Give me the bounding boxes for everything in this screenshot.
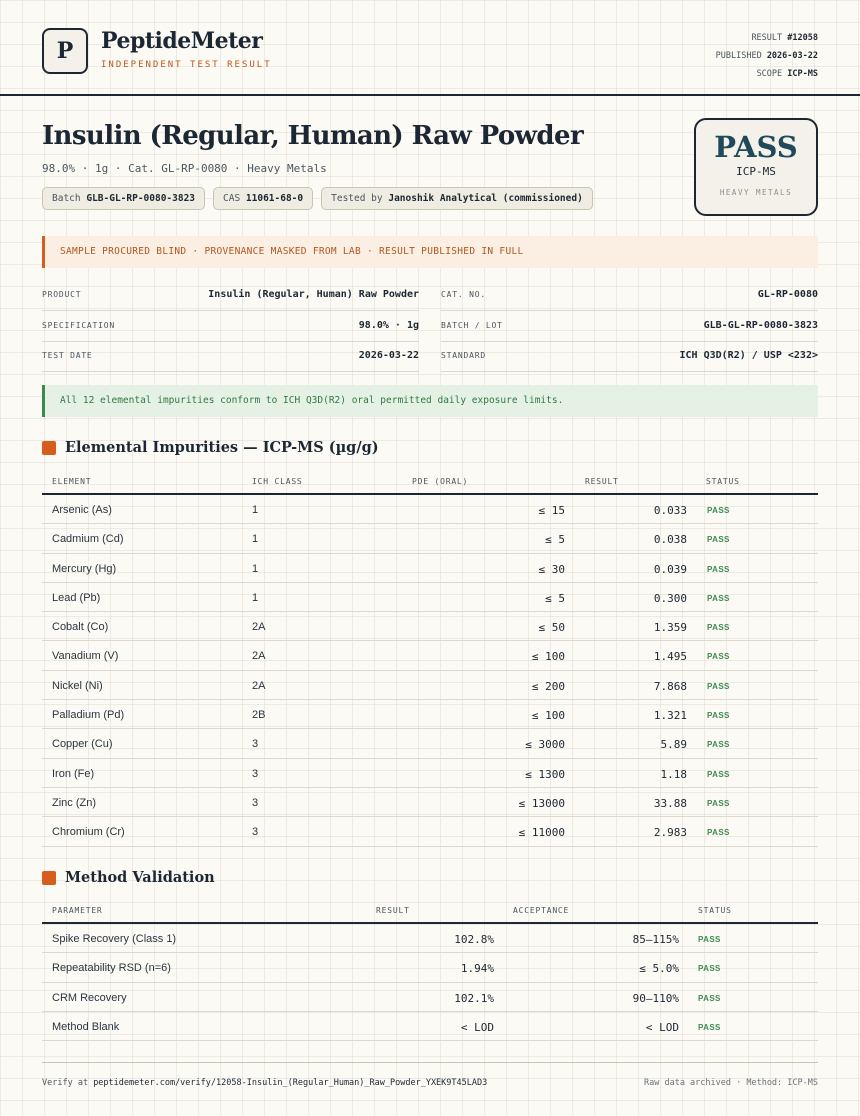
info-test-date: TEST DATE 2026-03-22: [42, 342, 419, 372]
element-name: Copper (Cu): [52, 738, 113, 751]
verdict-word: PASS: [714, 130, 798, 164]
result-value: 33.88: [653, 796, 687, 810]
table-row: [42, 759, 818, 788]
pde-limit: ≤ 200: [531, 679, 565, 693]
conformance-notice: All 12 elemental impurities conform to ICH Q3D(R2) oral permitted daily exposure limits.: [42, 385, 818, 417]
ich-class: 2B: [252, 709, 266, 722]
status-badge: PASS: [707, 681, 730, 691]
ich-class: 3: [252, 826, 259, 839]
verdict-scope: HEAVY METALS: [719, 188, 793, 197]
status-badge: PASS: [698, 993, 721, 1003]
validation-table: [42, 896, 818, 1041]
cas-chip: CAS 11061-68-0: [213, 187, 313, 210]
parameter-name: Spike Recovery (Class 1): [52, 933, 177, 945]
status-badge: PASS: [707, 593, 730, 603]
result-value: 0.033: [653, 504, 687, 517]
info-batch: BATCH / LOT GLB-GL-RP-0080-3823: [441, 312, 818, 342]
table-row: [42, 729, 818, 758]
pde-limit: ≤ 5: [545, 591, 565, 605]
element-name: Lead (Pb): [52, 591, 101, 604]
section-marker: [42, 871, 56, 885]
validation-heading: Method Validation: [42, 869, 215, 886]
table-row: [42, 1012, 818, 1041]
result-value: 0.038: [653, 533, 687, 547]
table-row: [42, 953, 818, 982]
result-value: 5.89: [660, 738, 687, 752]
info-cat-no: CAT. NO. GL-RP-0080: [441, 281, 818, 311]
result-value: 1.321: [653, 709, 687, 723]
verify-line: Verify at peptidemeter.com/verify/12058-Insulin_(Regular_Human)_Raw_Powder_YXEK9T45LAD3: [42, 1078, 488, 1088]
result-value: 1.18: [660, 767, 687, 781]
parameter-name: CRM Recovery: [52, 991, 127, 1004]
status-badge: PASS: [707, 506, 730, 515]
brand-tagline: INDEPENDENT TEST RESULT: [101, 60, 272, 70]
table-row: [42, 583, 818, 612]
ich-class: 2A: [252, 650, 266, 663]
element-name: Zinc (Zn): [52, 796, 96, 809]
pde-limit: ≤ 5: [545, 533, 565, 547]
table-row: [42, 700, 818, 729]
pde-limit: ≤ 3000: [525, 738, 565, 752]
result-value: 1.359: [653, 621, 687, 635]
result-value: 0.039: [653, 562, 687, 576]
pde-limit: ≤ 1300: [525, 767, 565, 781]
result-value: 0.300: [653, 591, 687, 605]
element-name: Iron (Fe): [52, 767, 95, 780]
ich-class: 3: [252, 796, 259, 809]
pde-limit: ≤ 15: [538, 504, 565, 517]
acceptance-range: ≤ 5.0%: [639, 962, 679, 976]
batch-chip: Batch GLB-GL-RP-0080-3823: [42, 187, 205, 210]
result-value: 102.1%: [454, 991, 494, 1005]
result-value: 2.983: [653, 826, 687, 840]
table-row: [42, 554, 818, 583]
logo-mark: P: [42, 28, 88, 74]
result-value: < LOD: [460, 1020, 494, 1034]
status-badge: PASS: [707, 740, 730, 750]
scope-value: ICP-MS: [787, 69, 818, 79]
status-badge: PASS: [707, 535, 730, 545]
pde-limit: ≤ 13000: [518, 796, 565, 810]
ich-class: 3: [252, 767, 259, 780]
archive-note: Raw data archived · Method: ICP-MS: [644, 1078, 818, 1088]
element-name: Palladium (Pd): [52, 709, 125, 722]
ich-class: 1: [252, 591, 259, 604]
ich-class: 1: [252, 562, 259, 575]
result-value: 102.8%: [454, 933, 494, 946]
ich-class: 1: [252, 504, 259, 516]
impurities-heading: Elemental Impurities — ICP-MS (µg/g): [42, 439, 379, 456]
status-badge: PASS: [707, 711, 730, 721]
status-badge: PASS: [698, 935, 721, 944]
status-badge: PASS: [707, 652, 730, 662]
published-date: 2026-03-22: [766, 51, 818, 61]
pde-limit: ≤ 100: [531, 650, 565, 664]
status-badge: PASS: [707, 623, 730, 633]
element-name: Cobalt (Co): [52, 621, 109, 634]
chip-row: [42, 187, 593, 210]
table-row: [42, 817, 818, 846]
acceptance-range: 90–110%: [632, 991, 679, 1005]
info-specification: SPECIFICATION 98.0% · 1g: [42, 312, 419, 342]
validation-table-header: PARAMETER RESULT ACCEPTANCE STATUS: [42, 896, 818, 924]
product-subtitle: 98.0% · 1g · Cat. GL-RP-0080 · Heavy Metals: [42, 162, 327, 175]
verdict-method: ICP-MS: [736, 165, 776, 178]
element-name: Chromium (Cr): [52, 826, 125, 839]
table-row: [42, 983, 818, 1012]
pde-limit: ≤ 11000: [518, 826, 565, 840]
pde-limit: ≤ 30: [538, 562, 565, 576]
meta-published: PUBLISHED 2026-03-22: [715, 51, 818, 61]
pde-limit: ≤ 50: [538, 621, 565, 635]
element-name: Nickel (Ni): [52, 679, 103, 692]
impurities-table: [42, 467, 818, 847]
ich-class: 2A: [252, 679, 266, 692]
result-number: #12058: [787, 33, 818, 43]
element-name: Vanadium (V): [52, 650, 119, 663]
status-badge: PASS: [698, 1022, 721, 1032]
element-name: Arsenic (As): [52, 504, 112, 516]
ich-class: 2A: [252, 621, 266, 634]
element-name: Cadmium (Cd): [52, 533, 124, 546]
pde-limit: ≤ 100: [531, 709, 565, 723]
result-value: 1.495: [653, 650, 687, 664]
validation-table-body: [42, 924, 818, 1041]
tested-by-chip: Tested by Janoshik Analytical (commissioned): [321, 187, 593, 210]
table-row: [42, 612, 818, 641]
table-row: [42, 788, 818, 817]
table-row: [42, 671, 818, 700]
acceptance-range: < LOD: [645, 1020, 679, 1034]
impurities-table-header: ELEMENT ICH CLASS PDE (ORAL) RESULT STATUS: [42, 467, 818, 495]
status-badge: PASS: [707, 564, 730, 574]
status-badge: PASS: [698, 964, 721, 974]
acceptance-range: 85–115%: [632, 933, 679, 946]
info-product: PRODUCT Insulin (Regular, Human) Raw Powder: [42, 281, 419, 311]
parameter-name: Repeatability RSD (n=6): [52, 962, 171, 975]
report-meta: [716, 29, 818, 83]
result-value: 1.94%: [460, 962, 494, 976]
blind-procurement-notice: SAMPLE PROCURED BLIND · PROVENANCE MASKED FROM LAB · RESULT PUBLISHED IN FULL: [42, 236, 818, 268]
meta-scope: SCOPE ICP-MS: [756, 69, 818, 79]
table-row: [42, 641, 818, 670]
report-footer: [42, 1062, 818, 1102]
table-row: [42, 524, 818, 553]
section-marker: [42, 441, 56, 455]
table-row: [42, 924, 818, 953]
verdict-badge: [694, 118, 818, 216]
table-row: [42, 495, 818, 524]
verify-link[interactable]: peptidemeter.com/verify/12058-Insulin_(Regular_Human)_Raw_Powder_YXEK9T45LAD3: [93, 1078, 488, 1088]
result-value: 7.868: [653, 679, 687, 693]
element-name: Mercury (Hg): [52, 562, 117, 575]
report-header: [0, 0, 860, 96]
status-badge: PASS: [707, 769, 730, 779]
status-badge: PASS: [707, 798, 730, 808]
brand-name: PeptideMeter: [101, 28, 263, 54]
impurities-table-body: [42, 495, 818, 847]
status-badge: PASS: [707, 828, 730, 838]
info-standard: STANDARD ICH Q3D(R2) / USP <232>: [441, 342, 818, 372]
meta-result: RESULT #12058: [751, 33, 818, 43]
ich-class: 1: [252, 533, 259, 546]
ich-class: 3: [252, 738, 259, 751]
parameter-name: Method Blank: [52, 1020, 120, 1033]
product-title: Insulin (Regular, Human) Raw Powder: [42, 121, 584, 151]
